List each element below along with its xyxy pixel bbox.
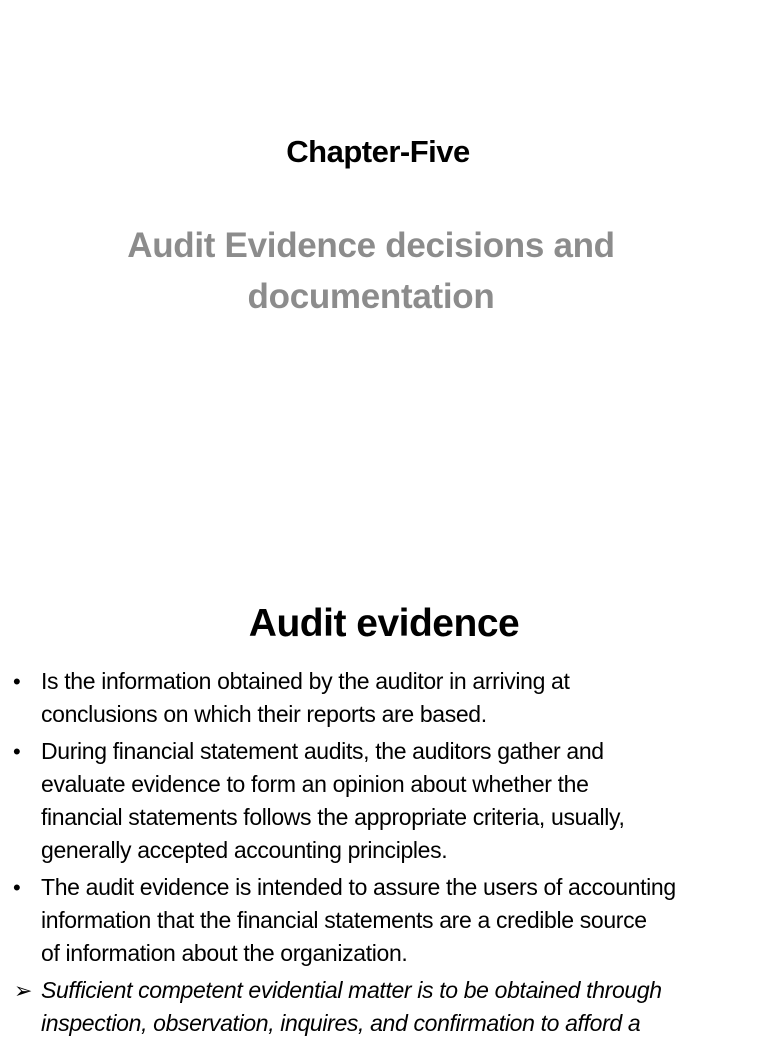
chapter-title: Chapter-Five [286,134,470,169]
bullet-line: Is the information obtained by the auditor in arriving at [41,668,570,694]
slide-title: Audit evidence [248,602,520,645]
bullet-line: The audit evidence is intended to assure the users of accounting [41,874,676,900]
bullet-line: Sufficient competent evidential matter is to be obtained through [41,977,662,1003]
bullet-line: evaluate evidence to form an opinion about whether the [41,771,589,797]
bullet-line: information that the financial statements are a credible source [41,907,647,933]
arrow-bullet-item [0,974,760,1040]
content-slide [0,576,768,1036]
slide-subtitle [90,220,652,322]
bullet-icon: • [13,875,21,900]
subtitle-line: documentation [247,277,495,316]
bullet-line: of information about the organization. [41,940,408,966]
bullet-item [0,735,760,867]
bullet-line: financial statements follows the appropriate criteria, usually, [41,804,625,830]
bullet-item [0,871,760,970]
bullet-icon: • [13,669,21,694]
bullet-icon: • [13,739,21,764]
bullet-list [0,665,760,1044]
bullet-line: During financial statement audits, the auditors gather and [41,738,604,764]
subtitle-line: Audit Evidence decisions and [127,226,615,265]
bullet-line: conclusions on which their reports are based. [41,701,487,727]
bullet-line: generally accepted accounting principles. [41,837,448,863]
bullet-item [0,665,760,731]
bullet-line: inspection, observation, inquires, and confirmation to afford a [41,1010,641,1036]
arrow-bullet-icon: ➢ [14,978,33,1003]
